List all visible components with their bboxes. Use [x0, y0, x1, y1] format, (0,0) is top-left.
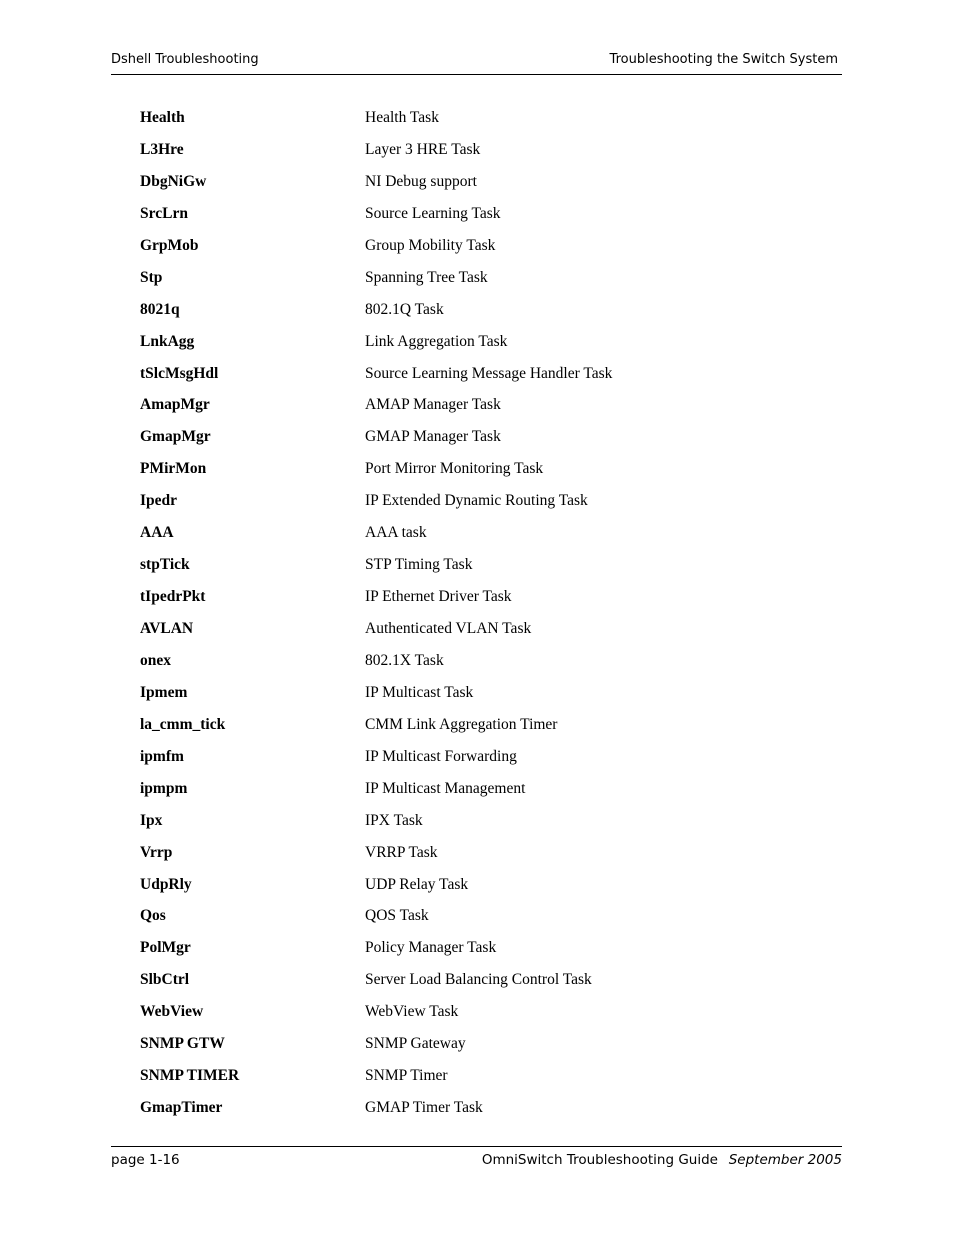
table-row: [140, 709, 780, 741]
task-description: Authenticated VLAN Task: [365, 620, 532, 637]
task-description: Source Learning Message Handler Task: [365, 364, 613, 382]
task-description: Policy Manager Task: [365, 939, 497, 957]
task-description: UDP Relay Task: [365, 875, 469, 893]
publication-date: September 2005: [728, 1152, 842, 1168]
table-row: [140, 996, 780, 1028]
task-description: IP Multicast Management: [365, 779, 526, 797]
task-description: IP Multicast Task: [365, 683, 474, 701]
task-name: PolMgr: [140, 939, 191, 957]
task-description: 802.1Q Task: [365, 300, 444, 318]
task-name: ipmpm: [140, 779, 188, 797]
task-name: AVLAN: [140, 620, 194, 637]
task-name: Qos: [140, 907, 166, 925]
task-name: Vrrp: [140, 843, 173, 861]
task-name: Ipedr: [140, 492, 178, 510]
task-name: stpTick: [140, 556, 190, 574]
task-name: ipmfm: [140, 747, 184, 765]
table-row: [140, 1060, 780, 1092]
task-name: Ipx: [140, 811, 163, 829]
task-name: tSlcMsgHdl: [140, 364, 219, 382]
task-description: Port Mirror Monitoring Task: [365, 460, 544, 478]
task-description: IP Ethernet Driver Task: [365, 588, 512, 606]
table-row: [140, 102, 780, 134]
task-table: [140, 102, 780, 1124]
task-name: Ipmem: [140, 683, 188, 701]
table-row: [140, 262, 780, 294]
table-row: [140, 198, 780, 230]
task-name: DbgNiGw: [140, 172, 207, 190]
task-description: NI Debug support: [365, 172, 477, 190]
task-name: SNMP TIMER: [140, 1067, 240, 1085]
task-description: SNMP Gateway: [365, 1035, 466, 1053]
table-row: [140, 230, 780, 262]
task-description: Group Mobility Task: [365, 236, 496, 254]
task-name: LnkAgg: [140, 332, 195, 350]
table-row: [140, 900, 780, 932]
task-name: Stp: [140, 268, 163, 286]
task-description: Server Load Balancing Control Task: [365, 971, 592, 989]
table-row: [140, 134, 780, 166]
header-section-title: Dshell Troubleshooting: [111, 52, 259, 67]
header-chapter-title: Troubleshooting the Switch System: [609, 52, 838, 67]
table-row: [140, 1028, 780, 1060]
page-footer: [111, 1146, 842, 1177]
task-description: Source Learning Task: [365, 204, 501, 222]
task-name: onex: [140, 651, 171, 669]
task-description: Layer 3 HRE Task: [365, 140, 481, 158]
table-row: [140, 421, 780, 453]
page-header: [111, 50, 842, 75]
task-description: VRRP Task: [365, 843, 438, 861]
task-name: AAA: [140, 524, 174, 542]
task-description: Health Task: [365, 109, 439, 126]
table-row: [140, 932, 780, 964]
table-row: [140, 581, 780, 613]
task-name: SrcLrn: [140, 204, 188, 222]
task-description: IPX Task: [365, 811, 423, 829]
task-description: SNMP Timer: [365, 1067, 448, 1085]
task-name: la_cmm_tick: [140, 715, 226, 733]
task-description: CMM Link Aggregation Timer: [365, 715, 558, 733]
task-name: GmapMgr: [140, 428, 211, 446]
task-description: AAA task: [365, 524, 427, 542]
task-name: tIpedrPkt: [140, 588, 206, 606]
task-name: GmapTimer: [140, 1099, 223, 1117]
table-row: [140, 358, 780, 390]
table-row: [140, 837, 780, 869]
task-description: Link Aggregation Task: [365, 332, 508, 350]
table-row: [140, 549, 780, 581]
task-description: STP Timing Task: [365, 556, 473, 574]
table-row: [140, 741, 780, 773]
task-name: PMirMon: [140, 460, 207, 478]
guide-title: OmniSwitch Troubleshooting Guide: [481, 1152, 718, 1168]
table-row: [140, 517, 780, 549]
task-name: AmapMgr: [140, 396, 210, 414]
task-name: GrpMob: [140, 236, 199, 254]
table-row: [140, 677, 780, 709]
task-name: SNMP GTW: [140, 1035, 225, 1053]
task-description: QOS Task: [365, 907, 429, 925]
task-description: WebView Task: [365, 1003, 459, 1021]
table-row: [140, 326, 780, 358]
table-row: [140, 645, 780, 677]
table-row: [140, 964, 780, 996]
task-name: WebView: [140, 1003, 204, 1021]
table-row: [140, 166, 780, 198]
task-description: 802.1X Task: [365, 651, 444, 669]
task-name: UdpRly: [140, 875, 192, 893]
task-description: AMAP Manager Task: [365, 396, 501, 414]
task-description: GMAP Timer Task: [365, 1099, 483, 1117]
table-row: [140, 805, 780, 837]
task-name: SlbCtrl: [140, 971, 190, 989]
task-description: IP Multicast Forwarding: [365, 747, 517, 765]
table-row: [140, 294, 780, 326]
task-description: IP Extended Dynamic Routing Task: [365, 492, 588, 510]
page-number: page 1-16: [111, 1152, 180, 1168]
task-name: L3Hre: [140, 140, 184, 158]
table-row: [140, 869, 780, 901]
table-row: [140, 773, 780, 805]
table-row: [140, 389, 780, 421]
task-description: GMAP Manager Task: [365, 428, 501, 446]
table-row: [140, 485, 780, 517]
task-name: 8021q: [140, 300, 180, 318]
table-row: [140, 1092, 780, 1124]
table-row: [140, 613, 780, 645]
task-description: Spanning Tree Task: [365, 268, 488, 286]
task-name: Health: [140, 109, 185, 126]
table-row: [140, 453, 780, 485]
